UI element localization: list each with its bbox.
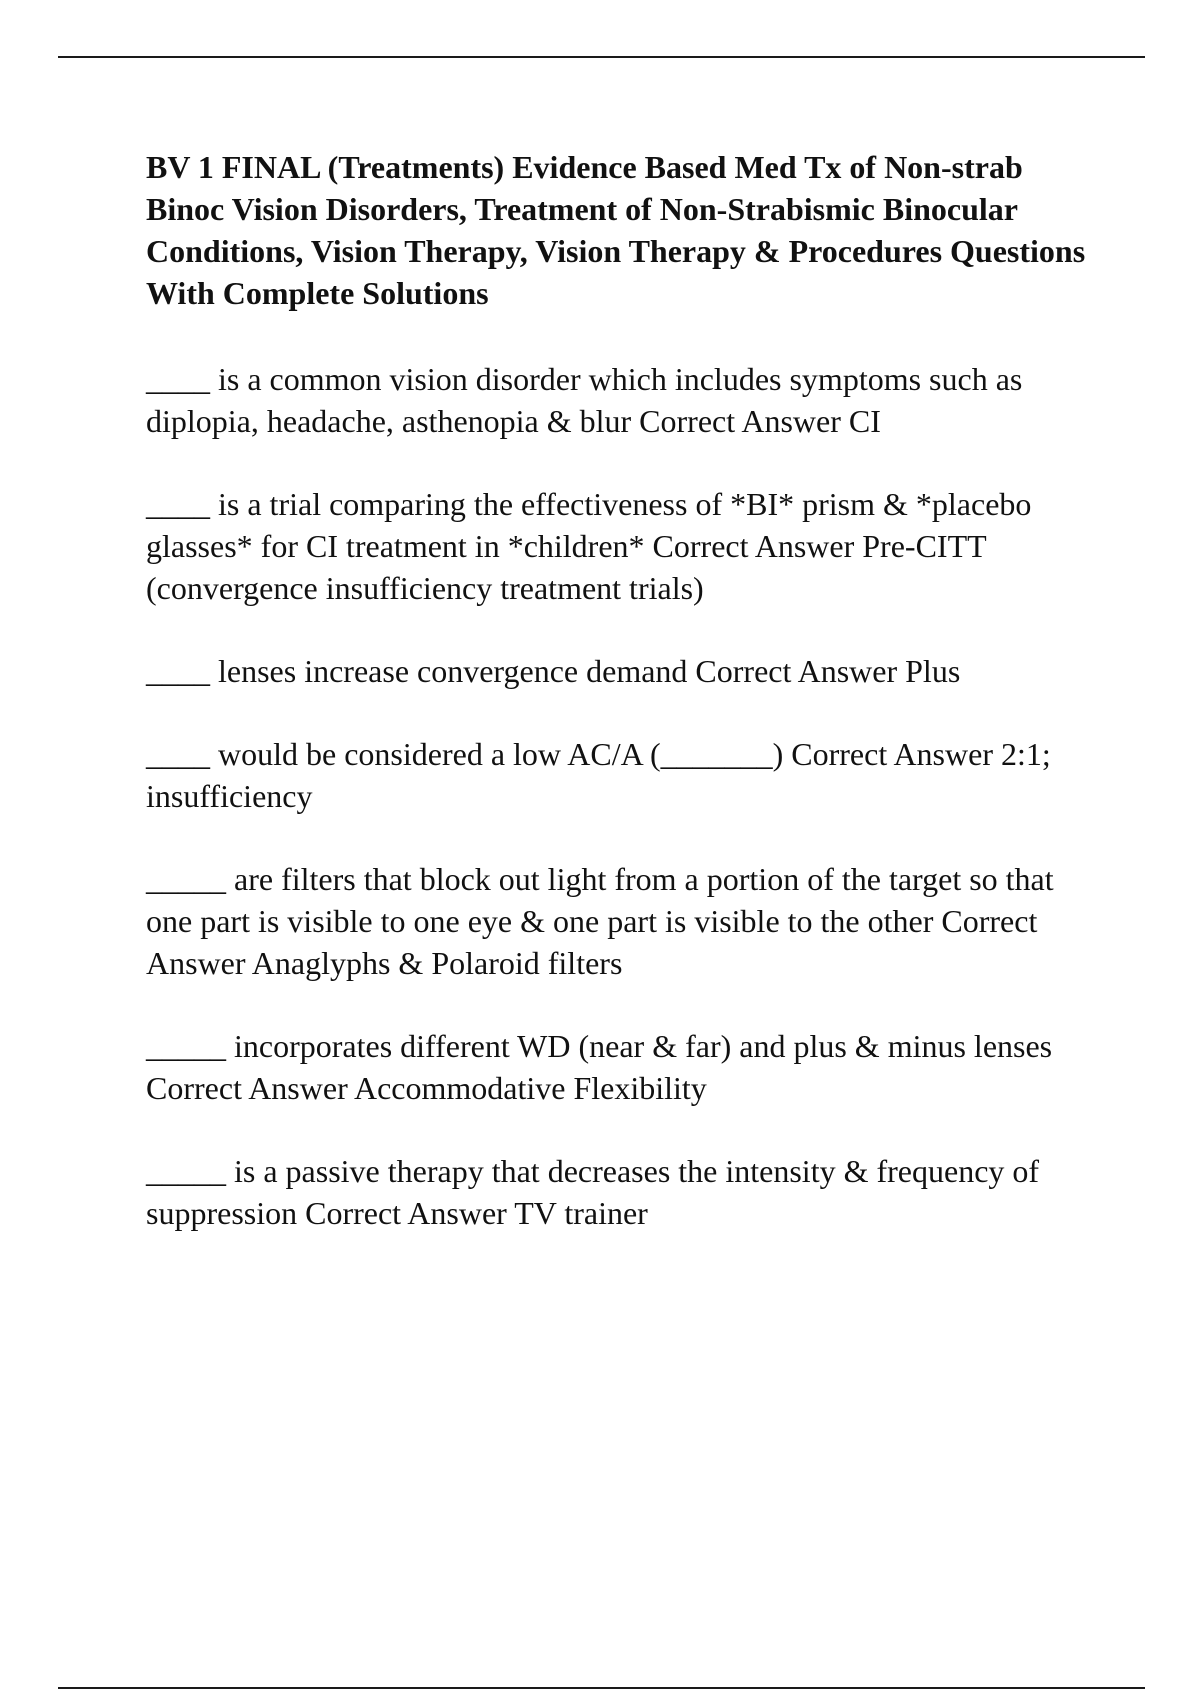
header-rule [58, 56, 1145, 58]
qa-item-1: ____ is a common vision disorder which includes symptoms such as diplopia, headache, asthenopia & blur Correct Answer CI [146, 361, 1023, 439]
qa-item-4: ____ would be considered a low AC/A (_______) Correct Answer 2:1; insufficiency [146, 736, 1051, 814]
qa-item-2: ____ is a trial comparing the effectiveness of *BI* prism & *placebo glasses* for CI treatment in *children* Correct Answer Pre-CITT (convergence insufficiency treatment trials) [146, 486, 1032, 606]
qa-item-5: _____ are filters that block out light from a portion of the target so that one part is visible to one eye & one part is visible to the other Correct Answer Anaglyphs & Polaroid filters [146, 861, 1054, 981]
document-title: BV 1 FINAL (Treatments) Evidence Based Med Tx of Non-strab Binoc Vision Disorders, Treatment of Non-Strabismic Binocular Conditions, Vision Therapy, Vision Therapy & Procedures Questions With Complete Solutions [146, 149, 1086, 311]
qa-item-6: _____ incorporates different WD (near & far) and plus & minus lenses Correct Answer Accommodative Flexibility [146, 1028, 1053, 1106]
document-body [146, 146, 1091, 1275]
qa-item-7: _____ is a passive therapy that decreases the intensity & frequency of suppression Correct Answer TV trainer [146, 1153, 1040, 1231]
qa-item-3: ____ lenses increase convergence demand Correct Answer Plus [146, 653, 961, 689]
footer-rule [58, 1687, 1145, 1689]
